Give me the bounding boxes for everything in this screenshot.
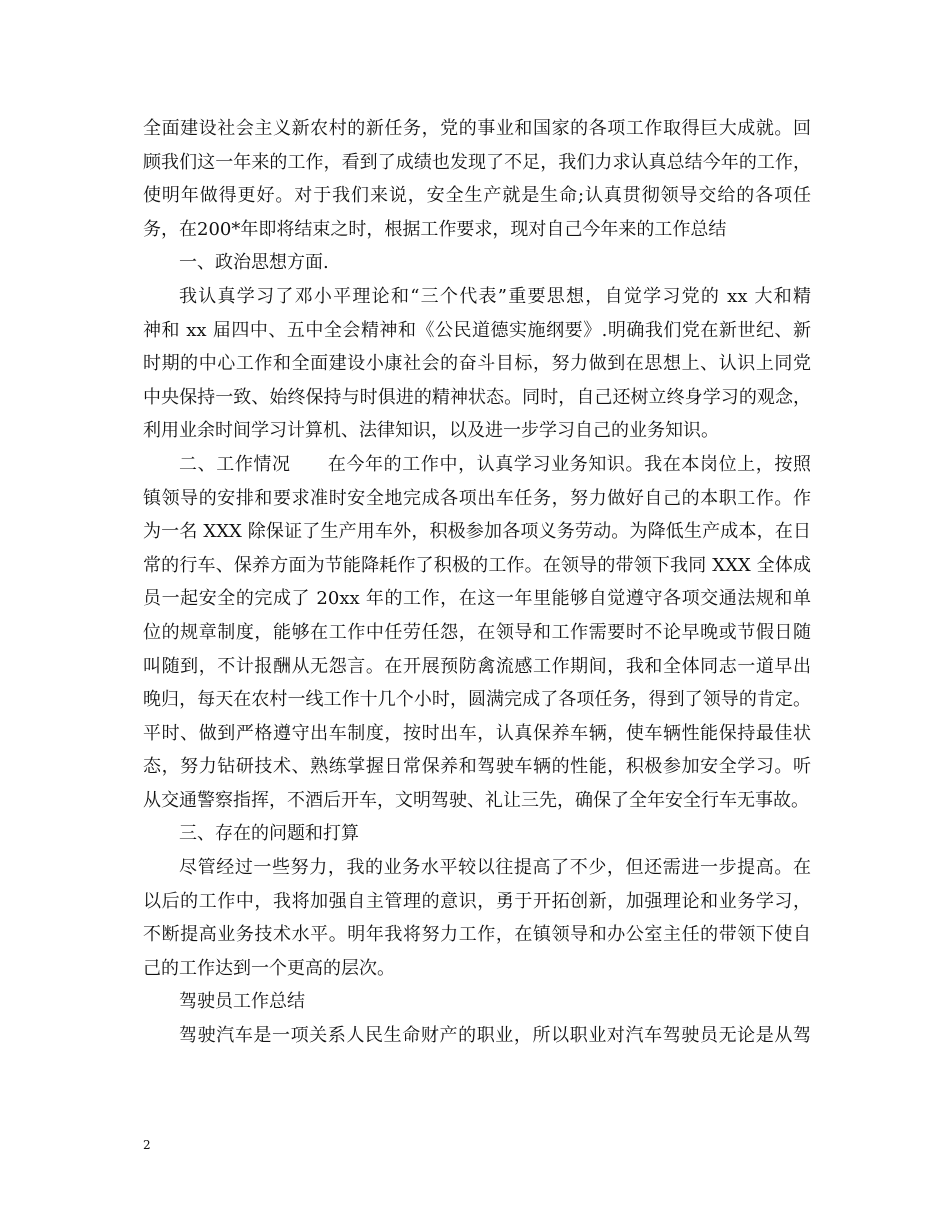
text-line: 己的工作达到一个更高的层次。 (143, 957, 395, 979)
text-line: 尽管经过一些努力，我的业务水平较以往提高了不少，但还需进一步提高。在 (179, 857, 811, 879)
text-line: 态，努力钻研技术、熟练掌握日常保养和驾驶车辆的性能，积极参加安全学习。听 (143, 756, 811, 778)
section-heading: 驾驶员工作总结 (179, 991, 305, 1013)
text-line: 叫随到，不计报酬从无怨言。在开展预防禽流感工作期间，我和全体同志一道早出 (143, 655, 811, 677)
text-line: 全面建设社会主义新农村的新任务，党的事业和国家的各项工作取得巨大成就。回 (143, 118, 811, 139)
text-line: 我认真学习了邓小平理论和“三个代表”重要思想，自觉学习党的 xx 大和精 (179, 285, 811, 307)
text-line: 为一名 XXX 除保证了生产用车外，积极参加各项义务劳动。为降低生产成本，在日 (143, 521, 811, 543)
section-heading: 一、政治思想方面. (179, 252, 329, 274)
section-heading: 二、工作情况 在今年的工作中，认真学习业务知识。我在本岗位上，按照 (179, 453, 811, 475)
text-line: 位的规章制度，能够在工作中任劳任怨，在领导和工作需要时不论早晚或节假日随 (143, 621, 811, 643)
text-line: 顾我们这一年来的工作，看到了成绩也发现了不足，我们力求认真总结今年的工作， (143, 151, 811, 173)
page-number: 2 (143, 1138, 151, 1152)
text-line: 务，在200*年即将结束之时，根据工作要求，现对自己今年来的工作总结 (143, 218, 727, 240)
text-line: 使明年做得更好。对于我们来说，安全生产就是生命;认真贯彻领导交给的各项任 (143, 185, 811, 207)
text-line: 镇领导的安排和要求准时安全地完成各项出车任务，努力做好自己的本职工作。作 (143, 487, 811, 509)
text-line: 平时、做到严格遵守出车制度，按时出车，认真保养车辆，使车辆性能保持最佳状 (143, 722, 811, 744)
text-line: 从交通警察指挥，不酒后开车，文明驾驶、礼让三先，确保了全年安全行车无事故。 (143, 789, 809, 811)
text-line: 驾驶汽车是一项关系人民生命财产的职业，所以职业对汽车驾驶员无论是从驾 (179, 1025, 811, 1047)
text-line: 晚归，每天在农村一线工作十几个小时，圆满完成了各项任务，得到了领导的肯定。 (143, 689, 811, 711)
text-line: 时期的中心工作和全面建设小康社会的奋斗目标，努力做到在思想上、认识上同党 (143, 353, 811, 375)
section-heading: 三、存在的问题和打算 (179, 823, 359, 845)
text-line: 利用业余时间学习计算机、法律知识，以及进一步学习自己的业务知识。 (143, 420, 719, 442)
text-line: 不断提高业务技术水平。明年我将努力工作，在镇领导和办公室主任的带领下使自 (143, 924, 811, 946)
text-line: 员一起安全的完成了 20xx 年的工作，在这一年里能够自觉遵守各项交通法规和单 (143, 588, 811, 610)
text-line: 神和 xx 届四中、五中全会精神和《公民道德实施纲要》.明确我们党在新世纪、新 (143, 319, 811, 341)
text-line: 常的行车、保养方面为节能降耗作了积极的工作。在领导的带领下我同 XXX 全体成 (143, 554, 811, 576)
document-body (143, 112, 811, 1053)
text-line: 中央保持一致、始终保持与时俱进的精神状态。同时，自己还树立终身学习的观念， (143, 386, 811, 408)
text-line: 以后的工作中，我将加强自主管理的意识，勇于开拓创新，加强理论和业务学习， (143, 890, 811, 912)
